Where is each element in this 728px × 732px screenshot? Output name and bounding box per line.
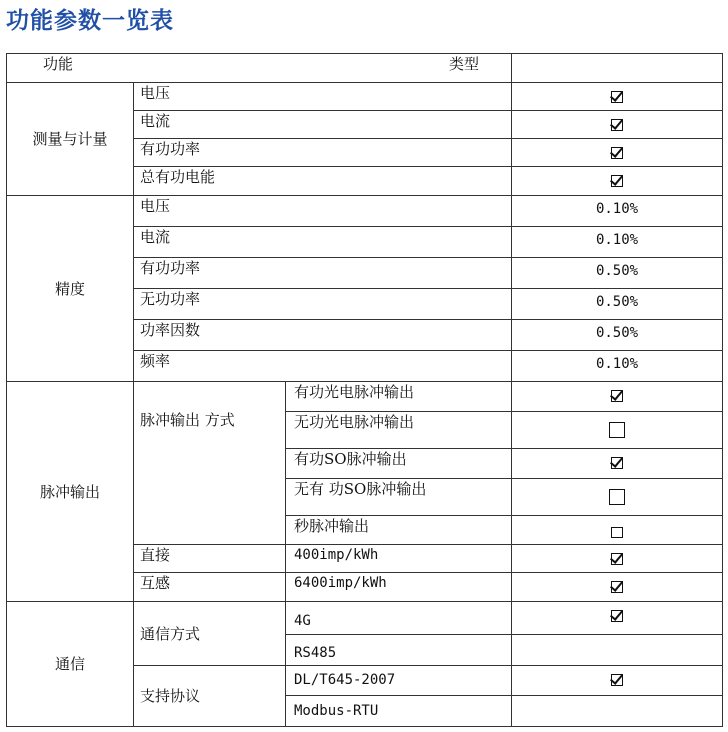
group-pulse: 脉冲输出 bbox=[7, 382, 134, 602]
row-label: 电流 bbox=[134, 227, 512, 258]
row-label: 秒脉冲输出 bbox=[286, 516, 512, 545]
precision-value: 0.10% bbox=[512, 227, 723, 258]
group-measurement: 测量与计量 bbox=[7, 83, 134, 196]
precision-value: 0.50% bbox=[512, 258, 723, 289]
value-cell bbox=[512, 83, 723, 111]
row-label: 4G bbox=[286, 602, 512, 635]
table-row bbox=[7, 602, 723, 635]
page-title: 功能参数一览表 bbox=[6, 8, 174, 34]
value-cell bbox=[512, 573, 723, 602]
header-value-cell bbox=[512, 54, 723, 83]
row-label: DL/T645-2007 bbox=[286, 666, 512, 696]
checked-box-icon bbox=[611, 581, 623, 593]
value-cell bbox=[512, 449, 723, 479]
table-row bbox=[7, 382, 723, 412]
row-label: 有功SO脉冲输出 bbox=[286, 449, 512, 479]
row-label: 无功功率 bbox=[134, 289, 512, 320]
value-cell bbox=[512, 635, 723, 666]
row-label: 互感 bbox=[134, 573, 286, 602]
row-label: 有功功率 bbox=[134, 139, 512, 167]
row-label: 有功光电脉冲输出 bbox=[286, 382, 512, 412]
row-label: Modbus-RTU bbox=[286, 696, 512, 727]
empty-box-icon bbox=[611, 527, 623, 538]
pulse-constant: 400imp/kWh bbox=[286, 545, 512, 573]
value-cell bbox=[512, 602, 723, 635]
empty-box-icon bbox=[609, 422, 625, 438]
precision-value: 0.50% bbox=[512, 320, 723, 351]
value-cell bbox=[512, 139, 723, 167]
value-cell bbox=[512, 382, 723, 412]
group-precision: 精度 bbox=[7, 196, 134, 382]
value-cell bbox=[512, 666, 723, 696]
value-cell bbox=[512, 479, 723, 516]
header-cell bbox=[7, 54, 512, 83]
row-label: 功率因数 bbox=[134, 320, 512, 351]
checked-box-icon bbox=[611, 175, 623, 187]
checked-box-icon bbox=[611, 610, 623, 622]
row-label: 电压 bbox=[134, 83, 512, 111]
checked-box-icon bbox=[611, 553, 623, 565]
row-label: 频率 bbox=[134, 351, 512, 382]
table-row bbox=[7, 196, 723, 227]
row-label: RS485 bbox=[286, 635, 512, 666]
row-label: 电流 bbox=[134, 111, 512, 139]
precision-value: 0.10% bbox=[512, 196, 723, 227]
value-cell bbox=[512, 167, 723, 196]
precision-value: 0.50% bbox=[512, 289, 723, 320]
row-label: 总有功电能 bbox=[134, 167, 512, 196]
header-function-label: 功能 bbox=[43, 55, 74, 73]
group-communication: 通信 bbox=[7, 602, 134, 727]
checked-box-icon bbox=[611, 147, 623, 159]
checked-box-icon bbox=[611, 674, 623, 686]
checked-box-icon bbox=[611, 91, 623, 103]
function-parameter-table bbox=[6, 53, 723, 727]
checked-box-icon bbox=[611, 119, 623, 131]
checked-box-icon bbox=[611, 457, 623, 469]
row-label: 直接 bbox=[134, 545, 286, 573]
row-label: 无有 功SO脉冲输出 bbox=[286, 479, 512, 516]
row-label: 有功功率 bbox=[134, 258, 512, 289]
header-row bbox=[7, 54, 723, 83]
comm-method-label: 通信方式 bbox=[134, 602, 286, 666]
table-row bbox=[7, 83, 723, 111]
value-cell bbox=[512, 111, 723, 139]
precision-value: 0.10% bbox=[512, 351, 723, 382]
value-cell bbox=[512, 412, 723, 449]
row-label: 电压 bbox=[134, 196, 512, 227]
value-cell bbox=[512, 696, 723, 727]
checked-box-icon bbox=[611, 390, 623, 402]
pulse-constant: 6400imp/kWh bbox=[286, 573, 512, 602]
value-cell bbox=[512, 516, 723, 545]
pulse-mode-label: 脉冲输出 方式 bbox=[134, 382, 286, 545]
protocol-label: 支持协议 bbox=[134, 666, 286, 727]
header-type-label: 类型 bbox=[449, 55, 480, 73]
empty-box-icon bbox=[609, 489, 625, 505]
row-label: 无功光电脉冲输出 bbox=[286, 412, 512, 449]
value-cell bbox=[512, 545, 723, 573]
